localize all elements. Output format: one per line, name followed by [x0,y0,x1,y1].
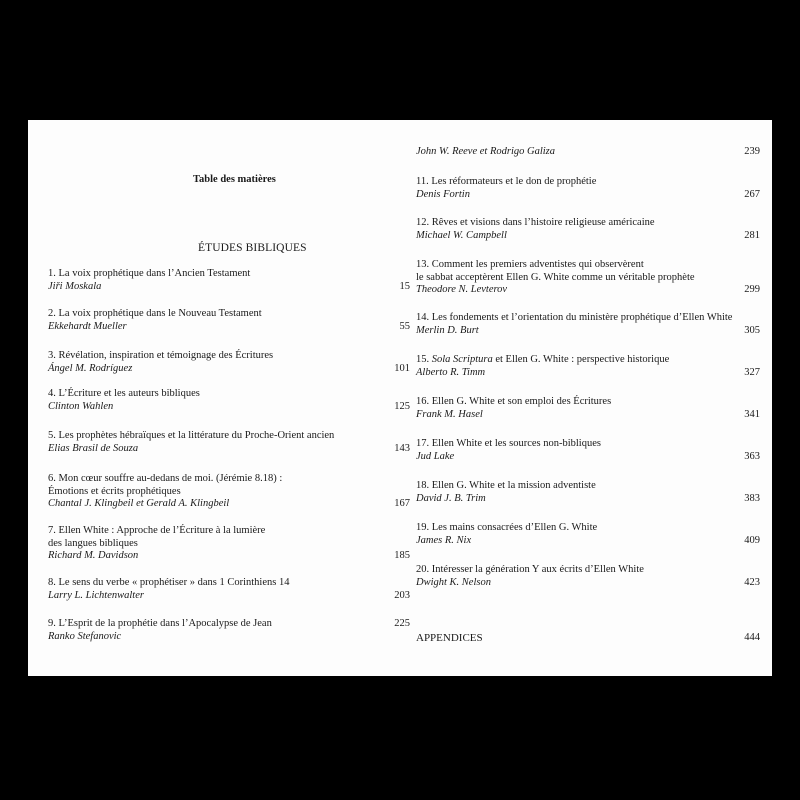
entry-author: Clinton Wahlen [48,400,114,412]
toc-entry [48,577,410,602]
entry-italic-title: Sola Scriptura [431,354,493,365]
entry-page: 143 [394,442,410,454]
toc-entry [48,525,410,563]
entry-title: 7. Ellen White : Approche de l’Écriture à la lumière [48,525,266,536]
entry-title: 16. Ellen G. White et son emploi des Écritures [416,396,612,407]
entry-author: Merlin D. Burt [416,324,479,336]
entry-author: Jiři Moskala [48,280,102,292]
toc-entry [48,268,410,293]
entry-author: Alberto R. Timm [416,366,486,378]
entry-author: Chantal J. Klingbeil et Gerald A. Klingbeil [48,498,230,509]
entry-title: des langues bibliques [48,537,138,549]
appendix-page: 444 [744,632,760,643]
entry-page: 167 [394,498,410,509]
entry-page: 239 [744,146,760,157]
appendix-label: APPENDICES [416,632,483,644]
toc-entry [416,396,760,421]
toc-entry [48,350,410,375]
entry-title: Émotions et écrits prophétiques [48,485,181,497]
entry-title: 6. Mon cœur souffre au-dedans de moi. (Jérémie 8.18) : [48,473,283,484]
entry-page: 101 [394,362,410,374]
entry-title: 19. Les mains consacrées d’Ellen G. White [416,522,598,533]
entry-title: 9. L’Esprit de la prophétie dans l’Apocalypse de Jean [48,618,272,629]
toc-entry [416,176,760,201]
toc-entry [416,146,760,159]
toc-entry [416,564,760,589]
entry-title: 14. Les fondements et l’orientation du ministère prophétique d’Ellen White [416,312,733,323]
entry-author: Larry L. Lichtenwalter [48,589,144,601]
entry-title: 20. Intéresser la génération Y aux écrits d’Ellen White [416,564,644,575]
entry-title [416,354,760,367]
toc-title: Table des matières [193,174,276,185]
entry-page: 299 [744,284,760,295]
entry-title: 8. Le sens du verbe « prophétiser » dans 1 Corinthiens 14 [48,577,290,588]
entry-page: 341 [744,408,760,420]
entry-author: Denis Fortin [416,188,470,200]
entry-number: 15. [416,354,432,365]
entry-page: 305 [744,324,760,336]
entry-page: 363 [744,450,760,462]
toc-entry [416,522,760,547]
entry-page: 55 [399,320,410,332]
entry-title: 2. La voix prophétique dans le Nouveau Testament [48,308,262,319]
entry-page: 125 [394,400,410,412]
entry-page: 281 [744,229,760,241]
toc-entry [48,618,410,643]
entry-author: Elias Brasil de Souza [48,442,139,454]
entry-author: Richard M. Davidson [48,550,139,561]
entry-page: 327 [744,366,760,378]
entry-author: James R. Nix [416,534,472,546]
entry-author: David J. B. Trim [416,492,486,504]
entry-page: 383 [744,492,760,504]
appendix-entry [416,632,760,644]
toc-entry [416,259,760,297]
entry-author: Ekkehardt Mueller [48,320,127,332]
entry-title: le sabbat acceptèrent Ellen G. White comme un véritable prophète [416,271,695,283]
entry-author: John W. Reeve et Rodrigo Galiza [416,146,555,157]
toc-entry [48,308,410,333]
toc-entry [416,480,760,505]
entry-title: 18. Ellen G. White et la mission adventiste [416,480,596,491]
entry-page: 267 [744,188,760,200]
entry-page: 409 [744,534,760,546]
toc-entry [416,438,760,463]
toc-entry [416,217,760,242]
toc-entry [48,430,410,455]
entry-page: 185 [394,550,410,561]
entry-author: Ángel M. Rodríguez [48,362,133,374]
entry-title: 5. Les prophètes hébraïques et la littérature du Proche-Orient ancien [48,430,335,441]
entry-title: 1. La voix prophétique dans l’Ancien Testament [48,268,251,279]
entry-title: 13. Comment les premiers adventistes qui observèrent [416,259,644,270]
entry-title: 3. Révélation, inspiration et témoignage des Écritures [48,350,274,361]
entry-author: Michael W. Campbell [416,229,507,241]
toc-entry [416,354,760,379]
entry-title: 11. Les réformateurs et le don de prophétie [416,176,597,187]
entry-author: Jud Lake [416,450,455,462]
entry-title: 17. Ellen White et les sources non-bibliques [416,438,601,449]
entry-title: 4. L’Écriture et les auteurs bibliques [48,388,200,399]
entry-page: 203 [394,589,410,601]
toc-entry [48,473,410,511]
entry-page: 423 [744,576,760,588]
entry-page: 225 [394,618,410,629]
entry-author: Frank M. Hasel [416,408,483,420]
entry-author: Dwight K. Nelson [416,576,491,588]
entry-page: 15 [399,280,410,292]
toc-entry [48,388,410,413]
section-heading: ÉTUDES BIBLIQUES [198,242,307,254]
entry-title: 12. Rêves et visions dans l’histoire religieuse américaine [416,217,655,228]
book-page [28,120,772,676]
entry-title-rest: et Ellen G. White : perspective historique [492,354,670,365]
entry-author: Theodore N. Levterov [416,284,508,295]
entry-author: Ranko Stefanovic [48,630,122,642]
toc-entry [416,312,760,337]
